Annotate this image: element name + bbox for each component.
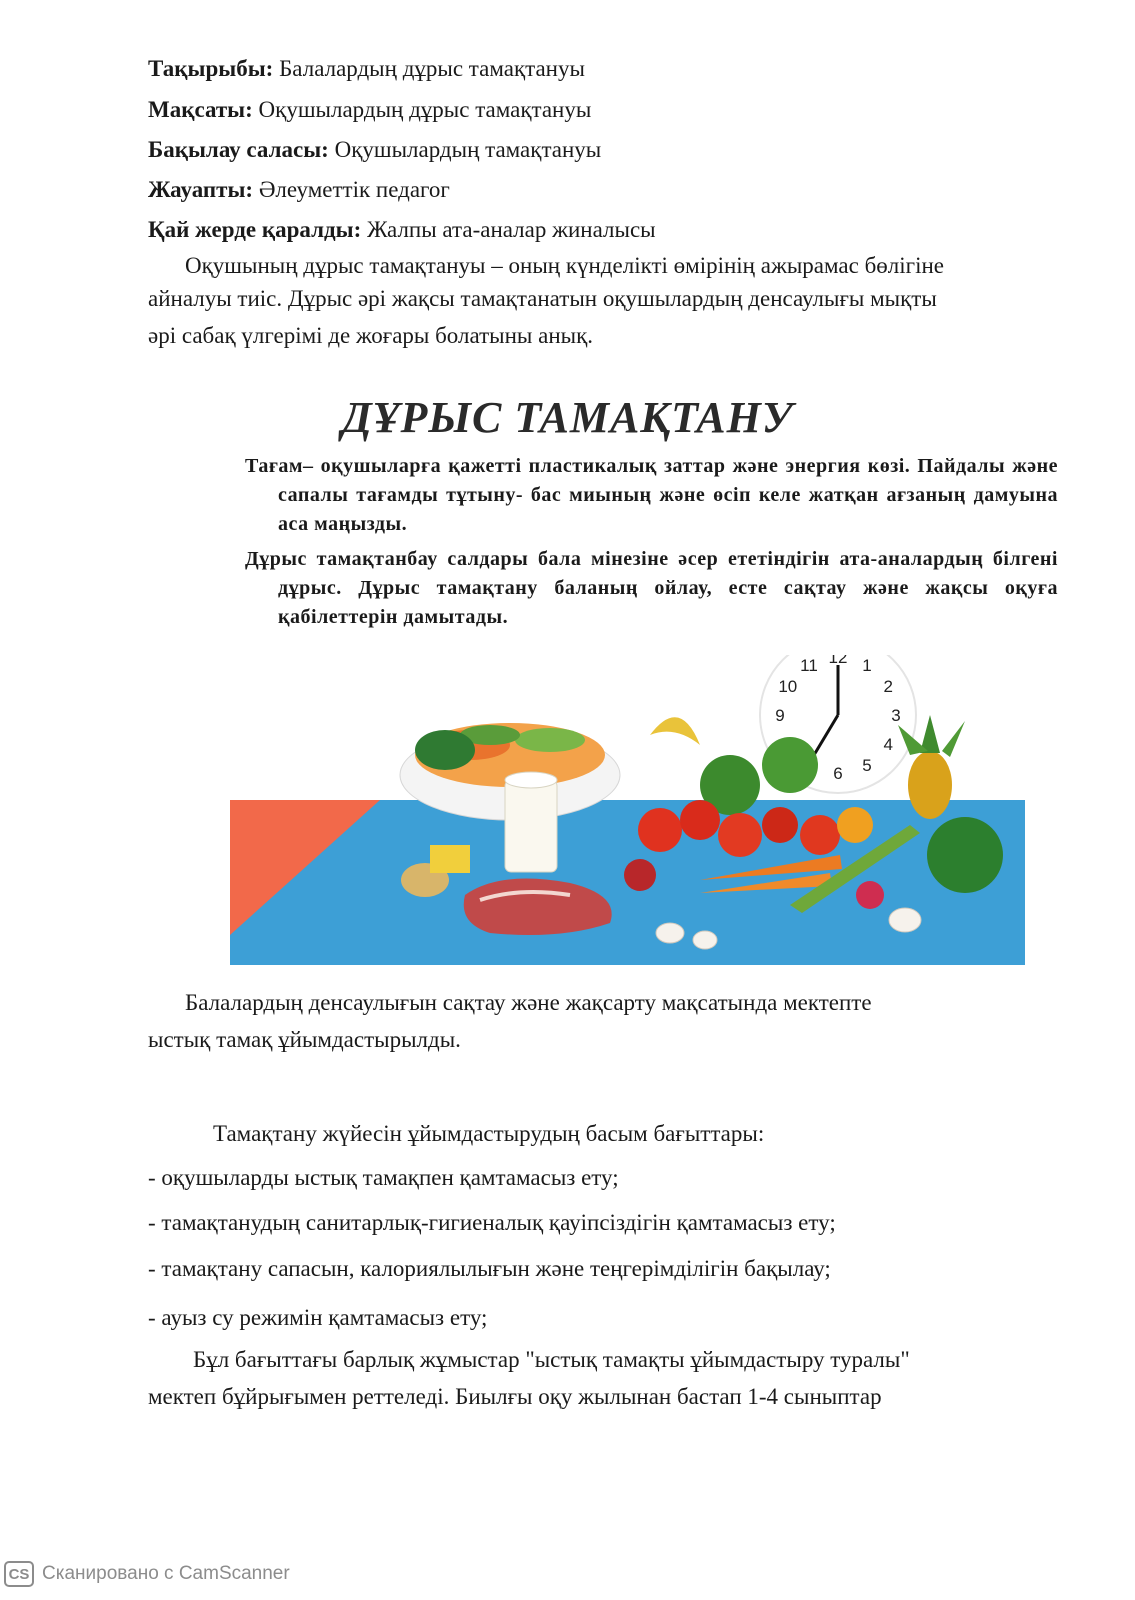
page-title: ДҰРЫС ТАМАҚТАНУ: [341, 393, 794, 442]
meta-responsible: Жауапты: Әлеуметтік педагог: [148, 177, 450, 202]
clock-number: 1: [862, 655, 872, 675]
directions-heading: Тамақтану жүйесін ұйымдастырудың басым бағыттары:: [213, 1121, 765, 1146]
meta-reviewed-at: Қай жерде қаралды: Жалпы ата-аналар жиналысы: [148, 217, 656, 242]
closing-line-2: мектеп бұйрығымен реттеледі. Биылғы оқу жылынан бастап 1-4 сыныптар: [148, 1384, 882, 1409]
directions-item-4: - ауыз су режимін қамтамасыз ету;: [148, 1305, 488, 1330]
intro-line-3: әрі сабақ үлгерімі де жоғары болатыны анық.: [148, 323, 594, 348]
bold-paragraph-consequences: Дұрыс тамақтанбау салдары бала мінезіне әсер ететіндігін ата-аналардың білгені дұрыс. Дұрыс тамақтану баланың ойлау, есте сақтау және жақсы оқуға қабілеттерін дамытады.: [245, 548, 1058, 628]
camscanner-logo-icon: CS: [4, 1561, 34, 1587]
intro-line-2: айналуы тиіс. Дұрыс әрі жақсы тамақтанатын оқушылардың денсаулығы мықты: [148, 286, 937, 311]
clock-number: 3: [891, 706, 901, 725]
apple-icon: [624, 859, 656, 891]
school-meal-line-2: ыстық тамақ ұйымдастырылды.: [148, 1027, 461, 1052]
greens-icon: [415, 730, 475, 770]
food-illustration-svg: [230, 655, 1045, 985]
closing-line-1: Бұл бағыттағы барлық жұмыстар "ыстық тамақты ұйымдастыру туралы": [193, 1347, 910, 1372]
milk-glass-icon: [505, 772, 557, 872]
clock-number: 10: [778, 677, 798, 696]
intro-line-1: Оқушының дұрыс тамақтануы – оның күнделікті өмірінің ажырамас бөлігіне: [185, 253, 944, 278]
cheese-icon: [430, 845, 470, 873]
meta-control-area: Бақылау саласы: Оқушылардың тамақтануы: [148, 137, 602, 162]
clock-number: 4: [883, 735, 893, 754]
directions-item-3: - тамақтану сапасын, калориялылығын және теңгерімділігін бақылау;: [148, 1256, 831, 1281]
clock-number: 5: [862, 756, 872, 776]
clock-number: 6: [833, 764, 843, 783]
parsley-icon: [927, 817, 1003, 893]
camscanner-watermark: [4, 1560, 290, 1588]
camscanner-text: Сканировано с CamScanner: [42, 1563, 290, 1584]
clock-number: 2: [883, 677, 893, 696]
banana-icon: [650, 717, 700, 745]
radish-icon: [856, 881, 884, 909]
clock-number: 9: [775, 706, 785, 725]
lettuce-icon: [762, 737, 818, 793]
directions-item-2: - тамақтанудың санитарлық-гигиеналық қауіпсіздігін қамтамасыз ету;: [148, 1210, 836, 1235]
meta-topic: Тақырыбы: Балалардың дұрыс тамақтануы: [148, 56, 585, 81]
directions-item-1: - оқушыларды ыстық тамақпен қамтамасыз ету;: [148, 1165, 619, 1190]
meta-goal: Мақсаты: Оқушылардың дұрыс тамақтануы: [148, 97, 592, 122]
clock-number: 11: [800, 655, 818, 675]
clock-number: 12: [828, 655, 848, 667]
bold-paragraph-food: Тағам– оқушыларға қажетті пластикалық заттар және энергия көзі. Пайдалы және сапалы тағамды тұтыну- бас миының және өсіп келе жатқан ағзаның дамуына аса маңызды.: [245, 455, 1058, 535]
school-meal-line-1: Балалардың денсаулығын сақтау және жақсарту мақсатында мектепте: [185, 990, 872, 1015]
food-illustration: [230, 655, 1045, 985]
